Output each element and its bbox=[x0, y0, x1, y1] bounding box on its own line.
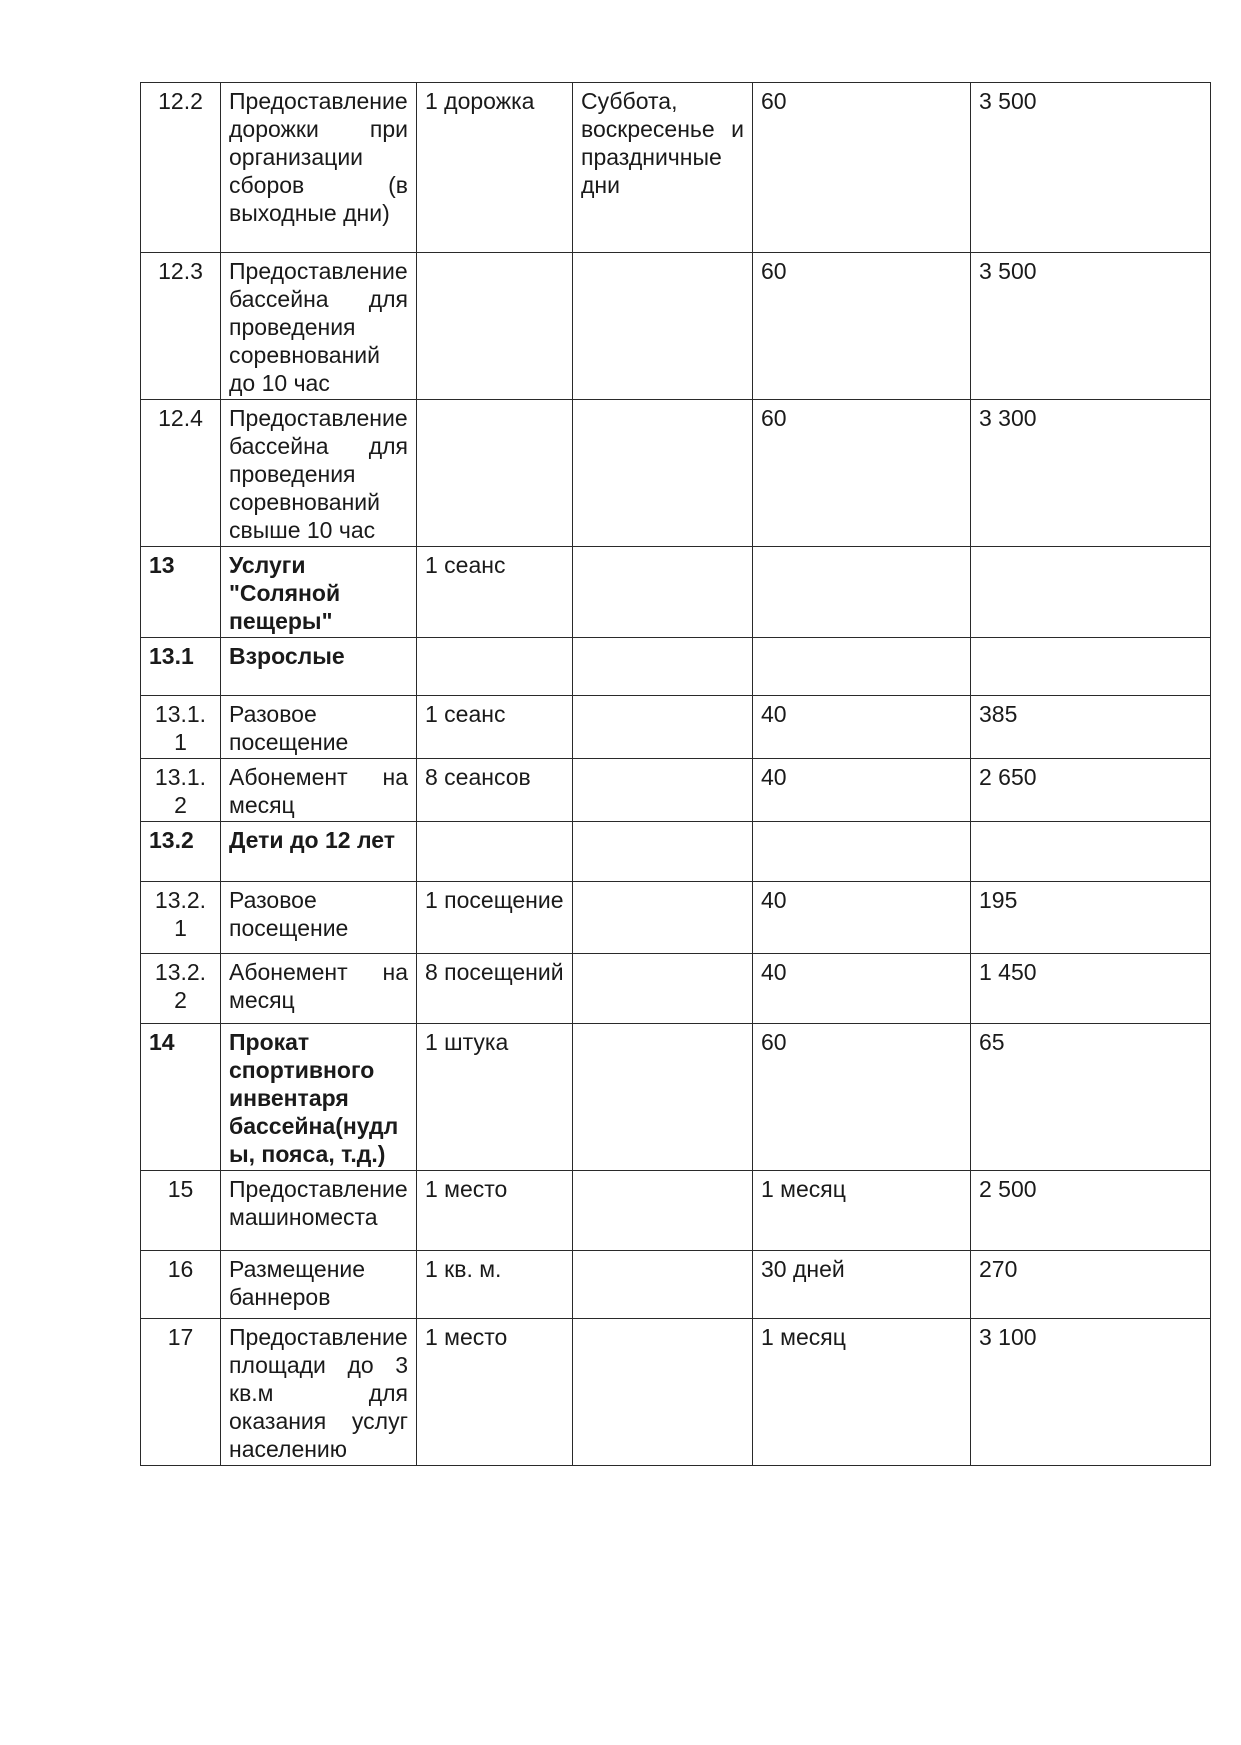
unit bbox=[417, 253, 573, 400]
service-name: Предоставление дорожки при организации сборов (в выходные дни) bbox=[221, 83, 417, 253]
price: 3 500 bbox=[971, 253, 1211, 400]
days bbox=[573, 1024, 753, 1171]
table-row bbox=[141, 759, 1211, 822]
table-row bbox=[141, 1319, 1211, 1466]
unit: 8 сеансов bbox=[417, 759, 573, 822]
duration: 30 дней bbox=[753, 1251, 971, 1319]
duration: 60 bbox=[753, 400, 971, 547]
price: 270 bbox=[971, 1251, 1211, 1319]
unit bbox=[417, 400, 573, 547]
duration: 60 bbox=[753, 1024, 971, 1171]
row-number: 14 bbox=[141, 1024, 221, 1171]
unit: 1 место bbox=[417, 1171, 573, 1251]
table-row bbox=[141, 1251, 1211, 1319]
unit: 8 посещений bbox=[417, 954, 573, 1024]
service-name: Абонемент на месяц bbox=[221, 954, 417, 1024]
price: 3 300 bbox=[971, 400, 1211, 547]
price bbox=[971, 822, 1211, 882]
service-name: Дети до 12 лет bbox=[221, 822, 417, 882]
days bbox=[573, 954, 753, 1024]
unit: 1 место bbox=[417, 1319, 573, 1466]
row-number: 13.1.2 bbox=[141, 759, 221, 822]
unit bbox=[417, 822, 573, 882]
duration: 60 bbox=[753, 253, 971, 400]
row-number: 13 bbox=[141, 547, 221, 638]
unit: 1 посещение bbox=[417, 882, 573, 954]
days bbox=[573, 1319, 753, 1466]
price bbox=[971, 638, 1211, 696]
duration: 60 bbox=[753, 83, 971, 253]
service-name: Размещение баннеров bbox=[221, 1251, 417, 1319]
unit bbox=[417, 638, 573, 696]
price: 1 450 bbox=[971, 954, 1211, 1024]
row-number: 17 bbox=[141, 1319, 221, 1466]
service-name: Предоставление бассейна для проведения соревнований до 10 час bbox=[221, 253, 417, 400]
unit: 1 сеанс bbox=[417, 547, 573, 638]
price: 3 100 bbox=[971, 1319, 1211, 1466]
service-name: Предоставление бассейна для проведения соревнований свыше 10 час bbox=[221, 400, 417, 547]
row-number: 13.2.1 bbox=[141, 882, 221, 954]
row-number: 13.2.2 bbox=[141, 954, 221, 1024]
days bbox=[573, 822, 753, 882]
duration bbox=[753, 822, 971, 882]
days bbox=[573, 1171, 753, 1251]
price: 65 bbox=[971, 1024, 1211, 1171]
service-name: Абонемент на месяц bbox=[221, 759, 417, 822]
duration: 40 bbox=[753, 882, 971, 954]
days bbox=[573, 696, 753, 759]
price: 195 bbox=[971, 882, 1211, 954]
table-row bbox=[141, 954, 1211, 1024]
table-row bbox=[141, 1024, 1211, 1171]
service-name: Прокат спортивного инвентаря бассейна(нудлы, пояса, т.д.) bbox=[221, 1024, 417, 1171]
service-name: Взрослые bbox=[221, 638, 417, 696]
row-number: 16 bbox=[141, 1251, 221, 1319]
days bbox=[573, 253, 753, 400]
table-row bbox=[141, 253, 1211, 400]
price: 2 650 bbox=[971, 759, 1211, 822]
service-name: Предоставление площади до 3 кв.м для оказания услуг населению bbox=[221, 1319, 417, 1466]
days bbox=[573, 882, 753, 954]
days: Суббота, воскресенье и праздничные дни bbox=[573, 83, 753, 253]
price: 2 500 bbox=[971, 1171, 1211, 1251]
days bbox=[573, 638, 753, 696]
price bbox=[971, 547, 1211, 638]
table-row bbox=[141, 1171, 1211, 1251]
table-row bbox=[141, 638, 1211, 696]
table-row bbox=[141, 400, 1211, 547]
table-row bbox=[141, 547, 1211, 638]
days bbox=[573, 547, 753, 638]
price: 385 bbox=[971, 696, 1211, 759]
duration: 40 bbox=[753, 696, 971, 759]
price: 3 500 bbox=[971, 83, 1211, 253]
duration: 1 месяц bbox=[753, 1171, 971, 1251]
unit: 1 штука bbox=[417, 1024, 573, 1171]
service-name: Разовое посещение bbox=[221, 882, 417, 954]
row-number: 15 bbox=[141, 1171, 221, 1251]
price-table bbox=[140, 82, 1211, 1466]
table-row bbox=[141, 882, 1211, 954]
service-name: Услуги "Соляной пещеры" bbox=[221, 547, 417, 638]
duration: 1 месяц bbox=[753, 1319, 971, 1466]
duration bbox=[753, 547, 971, 638]
service-name: Предоставление машиноместа bbox=[221, 1171, 417, 1251]
unit: 1 сеанс bbox=[417, 696, 573, 759]
unit: 1 дорожка bbox=[417, 83, 573, 253]
service-name: Разовое посещение bbox=[221, 696, 417, 759]
row-number: 13.2 bbox=[141, 822, 221, 882]
unit: 1 кв. м. bbox=[417, 1251, 573, 1319]
table-row bbox=[141, 696, 1211, 759]
row-number: 12.2 bbox=[141, 83, 221, 253]
duration: 40 bbox=[753, 759, 971, 822]
days bbox=[573, 400, 753, 547]
row-number: 12.4 bbox=[141, 400, 221, 547]
table-row bbox=[141, 822, 1211, 882]
days bbox=[573, 759, 753, 822]
days bbox=[573, 1251, 753, 1319]
table-row bbox=[141, 83, 1211, 253]
duration bbox=[753, 638, 971, 696]
duration: 40 bbox=[753, 954, 971, 1024]
row-number: 13.1.1 bbox=[141, 696, 221, 759]
row-number: 13.1 bbox=[141, 638, 221, 696]
row-number: 12.3 bbox=[141, 253, 221, 400]
